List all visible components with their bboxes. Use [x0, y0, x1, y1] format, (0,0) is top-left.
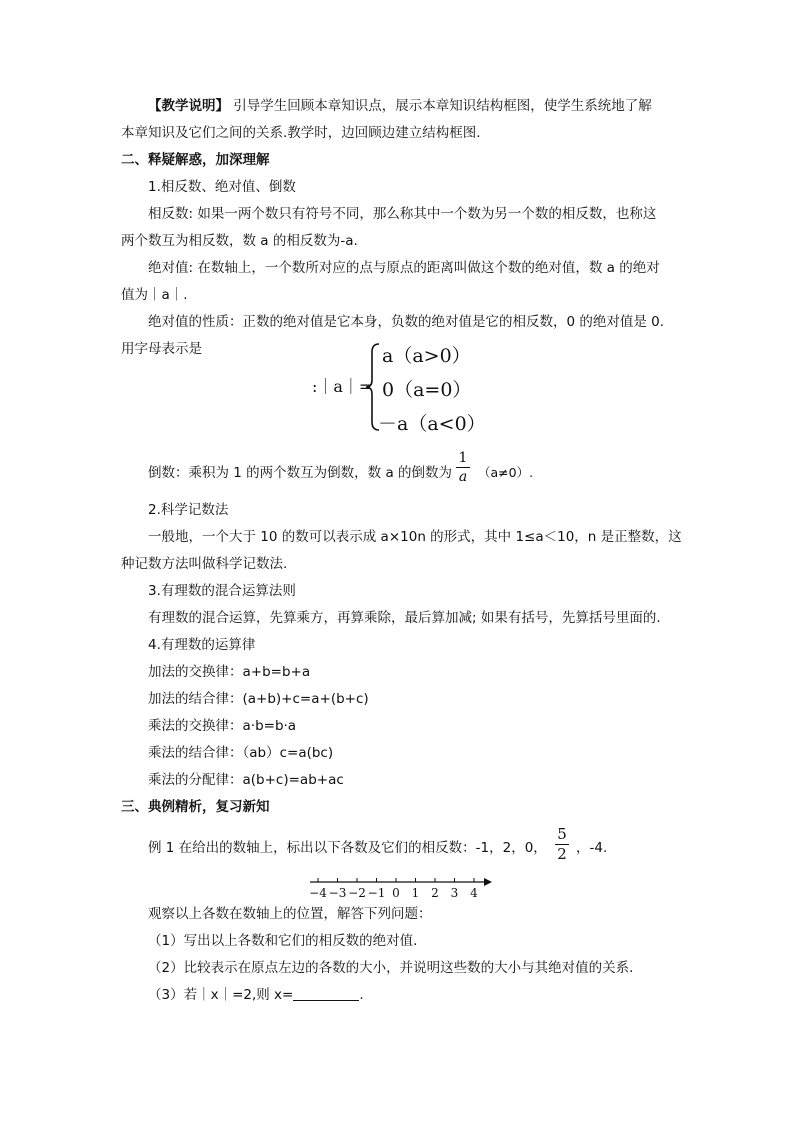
sub2-heading: 2.科学记数法 — [148, 502, 229, 518]
formula-case-1: a（a>0） — [382, 345, 471, 367]
answer-blank[interactable] — [293, 986, 359, 1001]
abs-prop-2: 用字母表示是 — [121, 341, 202, 357]
law-item: 加法的结合律：(a+b)+c=a+(b+c) — [148, 691, 369, 707]
law-item: 乘法的分配律：a(b+c)=ab+ac — [148, 772, 344, 788]
axis-label: 4 — [470, 886, 478, 900]
example-denominator: 2 — [557, 845, 567, 863]
observe-text: 观察以上各数在数轴上的位置，解答下列问题： — [148, 906, 432, 922]
reciprocal-numerator: 1 — [458, 450, 468, 466]
reciprocal-denominator: a — [458, 469, 468, 485]
reciprocal-condition: （a≠0）. — [478, 465, 534, 480]
law-item: 加法的交换律：a+b=b+a — [148, 664, 311, 680]
axis-labels — [309, 886, 478, 900]
law-item: 乘法的交换律：a·b=b·a — [148, 718, 297, 734]
law-item: 乘法的结合律：（ab）c=a(bc) — [148, 745, 334, 761]
formula-lhs: :｜a｜= — [312, 377, 373, 396]
intro-text-2: 本章知识及它们之间的关系.教学时，边回顾边建立结构框图. — [121, 125, 481, 141]
abs-text-2: 值为｜a｜. — [121, 287, 188, 303]
section3-heading: 三、典例精析，复习新知 — [121, 799, 270, 815]
intro-label: 【教学说明】 — [148, 98, 229, 114]
axis-label: 2 — [431, 886, 439, 900]
axis-label: 0 — [392, 886, 400, 900]
sci-text-1: 一般地，一个大于 10 的数可以表示成 a×10n 的形式，其中 1≤a＜10，n 是正整数，这 — [148, 529, 682, 545]
sci-text-2: 种记数方法叫做科学记数法. — [121, 556, 288, 572]
intro-line-1 — [148, 96, 652, 116]
abs-text-1: 绝对值: 在数轴上，一个数所对应的点与原点的距离叫做这个数的绝对值，数 a 的绝对 — [148, 260, 660, 276]
number-line-arrow — [484, 878, 492, 886]
question-3-period: . — [359, 987, 364, 1003]
question-3-text: （3）若｜x｜=2,则 x= — [148, 987, 294, 1003]
opposite-text-2: 两个数互为相反数，数 a 的相反数为-a. — [121, 233, 358, 249]
example-tail: ，-4. — [576, 840, 608, 856]
formula-case-3: －a（a<0） — [378, 413, 486, 435]
reciprocal-text: 倒数：乘积为 1 的两个数互为倒数，数 a 的倒数为 — [148, 465, 453, 481]
axis-label: −2 — [348, 886, 366, 900]
question-2: （2）比较表示在原点左边的各数的大小，并说明这些数的大小与其绝对值的关系. — [148, 960, 634, 976]
mixed-text: 有理数的混合运算，先算乘方，再算乘除，最后算加减; 如果有括号，先算括号里面的. — [148, 610, 661, 626]
axis-label: 3 — [450, 886, 459, 900]
question-1: （1）写出以上各数和它们的相反数的绝对值. — [148, 933, 418, 949]
sub3-heading: 3.有理数的混合运算法则 — [148, 583, 296, 599]
axis-label: −4 — [309, 886, 327, 900]
fraction-bar — [456, 467, 470, 468]
intro-text-1: 引导学生回顾本章知识点，展示本章知识结构框图，使学生系统地了解 — [229, 98, 652, 114]
example-numerator: 5 — [557, 825, 567, 843]
example-text: 例 1 在给出的数轴上，标出以下各数及它们的相反数：-1，2，0， — [148, 840, 547, 856]
reciprocal-fraction — [454, 450, 472, 485]
example-fraction — [553, 826, 571, 863]
axis-label: −3 — [328, 886, 347, 900]
axis-label: −1 — [367, 886, 386, 900]
section2-heading: 二、释疑解惑，加深理解 — [121, 152, 270, 168]
sub4-heading: 4.有理数的运算律 — [148, 637, 256, 653]
sub1-heading: 1.相反数、绝对值、倒数 — [148, 179, 296, 195]
axis-label: 1 — [411, 886, 420, 900]
question-3 — [148, 985, 364, 1005]
opposite-text-1: 相反数: 如果一两个数只有符号不同，那么称其中一个数为另一个数的相反数，也称这 — [148, 206, 657, 222]
formula-case-2: 0（a=0） — [382, 379, 472, 401]
number-line — [300, 870, 500, 904]
abs-prop-1: 绝对值的性质：正数的绝对值是它本身，负数的绝对值是它的相反数，0 的绝对值是 0. — [148, 314, 665, 330]
